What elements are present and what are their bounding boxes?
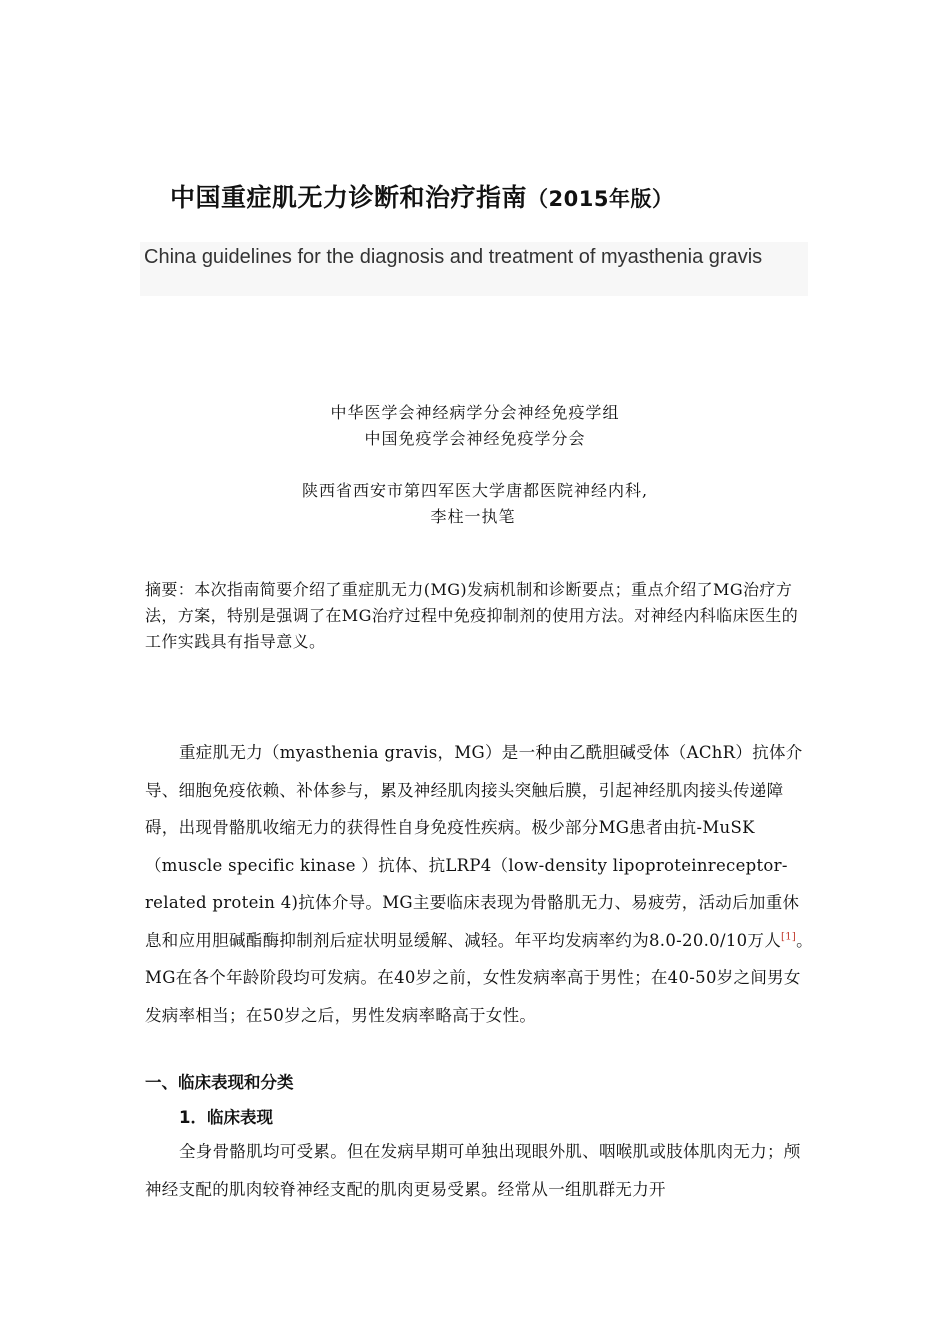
document-title-chinese [170,178,810,214]
organizations-block [0,400,950,452]
intro-paragraph [145,734,813,1034]
affiliation-block [0,478,950,530]
title-main: 中国重症肌无力诊断和治疗指南 [170,183,528,212]
subsection-heading: 1．临床表现 [179,1108,273,1127]
abstract-paragraph: 摘要：本次指南简要介绍了重症肌无力(MG)发病机制和诊断要点；重点介绍了MG治疗方法，方案，特别是强调了在MG治疗过程中免疫抑制剂的使用方法。对神经内科临床医生的工作实践具有指导意义。 [145,580,799,651]
organization-line: 中国免疫学会神经免疫学分会 [364,429,586,448]
organization-line: 中华医学会神经病学分会神经免疫学组 [330,403,620,422]
section-heading: 一、临床表现和分类 [145,1073,294,1092]
citation-reference[interactable]: [1] [781,931,797,942]
section-paragraph: 全身骨骼肌均可受累。但在发病早期可单独出现眼外肌、咽喉肌或肢体肌肉无力；颅神经支配的肌肉较脊神经支配的肌肉更易受累。经常从一组肌群无力开 [145,1142,801,1199]
intro-text-part1: 重症肌无力（myasthenia gravis，MG）是一种由乙酰胆碱受体（AChR）抗体介导、细胞免疫依赖、补体参与，累及神经肌肉接头突触后膜，引起神经肌肉接头传递障碍，出现骨骼肌收缩无力的获得性自身免疫性疾病。极少部分MG患者由抗-MuSK（muscle specific kinase ）抗体、抗LRP4（low-density lipoproteinreceptor-related protein 4)抗体介导。MG主要临床表现为骨骼肌无力、易疲劳，活动后加重休息和应用胆碱酯酶抑制剂后症状明显缓解、减轻。年平均发病率约为8.0-20.0/10万人 [145,743,803,950]
document-title-english: China guidelines for the diagnosis and treatment of myasthenia gravis [140,242,808,296]
author-line: 李柱一执笔 [430,507,516,526]
title-edition: （2015年版） [527,187,674,211]
affiliation-line: 陕西省西安市第四军医大学唐都医院神经内科, [301,481,649,500]
intro-text-part2: 。MG在各个年龄阶段均可发病。在40岁之前，女性发病率高于男性；在40-50岁之间男女发病率相当；在50岁之后，男性发病率略高于女性。 [145,930,813,1025]
